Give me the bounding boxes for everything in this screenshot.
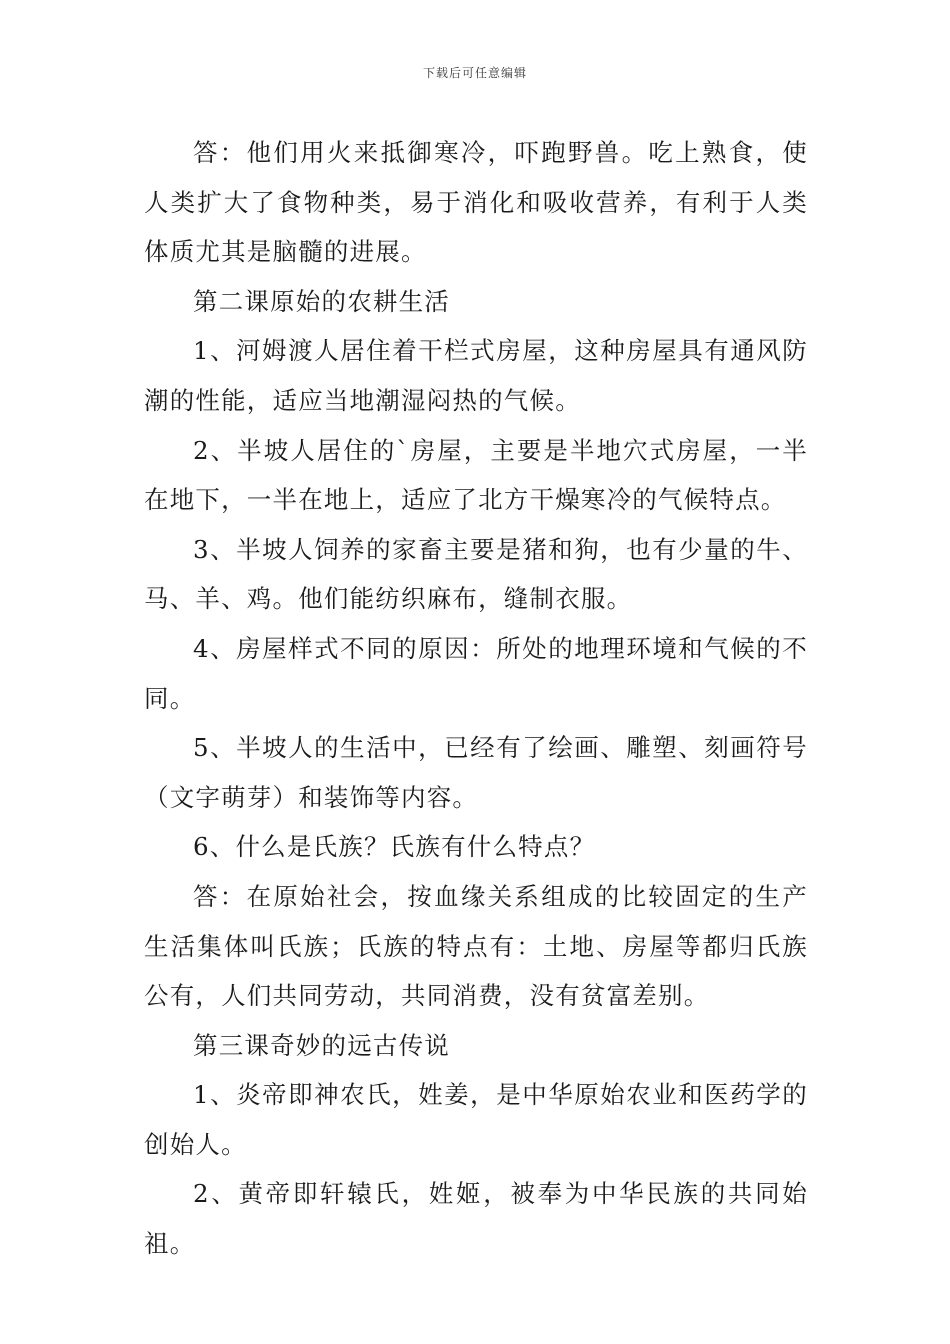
list-item: 3、半坡人饲养的家畜主要是猪和狗，也有少量的牛、马、羊、鸡。他们能纺织麻布，缝制衣服。 — [144, 534, 808, 614]
answer-paragraph: 答：他们用火来抵御寒冷，吓跑野兽。吃上熟食，使人类扩大了食物种类，易于消化和吸收营养，有利于人类体质尤其是脑髓的进展。 — [144, 138, 808, 267]
document-body — [144, 128, 808, 1269]
list-item: 4、房屋样式不同的原因：所处的地理环境和气候的不同。 — [144, 633, 808, 713]
lesson-heading: 第三课奇妙的远古传说 — [193, 1030, 450, 1060]
list-item: 1、河姆渡人居住着干栏式房屋，这种房屋具有通风防潮的性能，适应当地潮湿闷热的气候。 — [144, 336, 808, 415]
list-item: 2、半坡人居住的`房屋，主要是半地穴式房屋，一半在地下，一半在地上，适应了北方干燥寒冷的气候特点。 — [144, 435, 808, 515]
list-item: 6、什么是氏族？氏族有什么特点？ — [193, 832, 596, 862]
page-header: 下载后可任意编辑 — [422, 66, 527, 80]
answer-paragraph: 答：在原始社会，按血缘关系组成的比较固定的生产生活集体叫氏族；氏族的特点有：土地、房屋等都归氏族公有，人们共同劳动，共同消费，没有贫富差别。 — [144, 881, 808, 1011]
list-item: 1、炎帝即神农氏，姓姜，是中华原始农业和医药学的创始人。 — [144, 1080, 808, 1159]
list-item: 2、黄帝即轩辕氏，姓姬，被奉为中华民族的共同始祖。 — [144, 1179, 808, 1259]
list-item: 5、半坡人的生活中，已经有了绘画、雕塑、刻画符号（文字萌芽）和装饰等内容。 — [144, 733, 808, 812]
lesson-heading: 第二课原始的农耕生活 — [193, 286, 450, 316]
